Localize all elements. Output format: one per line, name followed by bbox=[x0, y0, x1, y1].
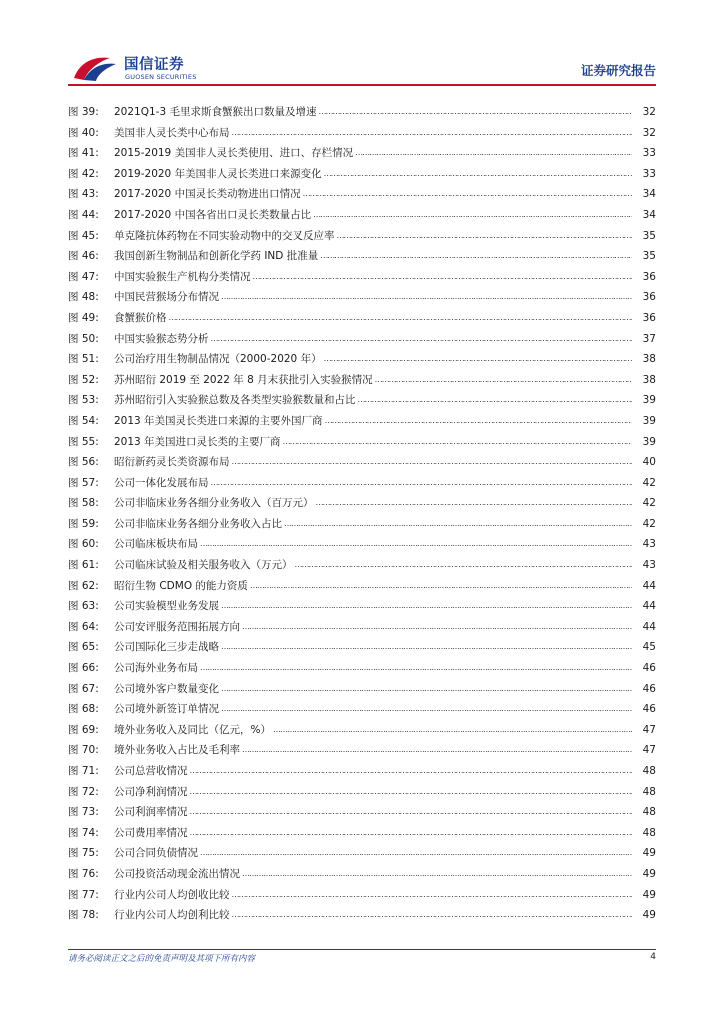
toc-figure-title[interactable]: 公司净利润情况 ………………………………………………………………………………………………………………………………………………………………………………………………………………………………………………………………… bbox=[114, 783, 632, 801]
guosen-logo-icon bbox=[72, 52, 118, 82]
toc-row[interactable] bbox=[68, 350, 656, 371]
toc-figure-title[interactable]: 食蟹猴价格 ………………………………………………………………………………………………………………………………………………………………………………………………………………………………………………………………… bbox=[114, 309, 632, 327]
toc-figure-title[interactable]: 中国民营猴场分布情况 ………………………………………………………………………………………………………………………………………………………………………………………………………………………………………………………………… bbox=[114, 288, 632, 306]
toc-page-number: 47 bbox=[642, 723, 656, 736]
toc-row[interactable] bbox=[68, 824, 656, 845]
toc-page-number: 36 bbox=[642, 291, 656, 304]
toc-figure-number: 图 77: bbox=[68, 888, 99, 901]
toc-figure-number: 图 72: bbox=[68, 785, 99, 798]
page-header bbox=[0, 0, 724, 90]
toc-figure-title[interactable]: 2017-2020 中国灵长类动物进出口情况 ………………………………………………………………………………………………………………………………………………………………………………………………………………………………………………………………… bbox=[114, 185, 632, 203]
toc-figure-number: 图 52: bbox=[68, 373, 99, 386]
toc-page-number: 42 bbox=[642, 476, 656, 489]
toc-row[interactable] bbox=[68, 185, 656, 206]
toc-figure-number: 图 69: bbox=[68, 723, 99, 736]
toc-page-number: 44 bbox=[642, 600, 656, 613]
toc-figure-title[interactable]: 昭衍生物 CDMO 的能力资质 ………………………………………………………………………………………………………………………………………………………………………………………………………………………………………………………………… bbox=[114, 577, 632, 595]
toc-page-number: 33 bbox=[642, 167, 656, 180]
page-number: 4 bbox=[650, 952, 656, 962]
toc-page-number: 37 bbox=[642, 332, 656, 345]
toc-row[interactable] bbox=[68, 165, 656, 186]
toc-page-number: 45 bbox=[642, 641, 656, 654]
toc-row[interactable] bbox=[68, 268, 656, 289]
logo-english-name: GUOSEN SECURITIES bbox=[125, 73, 197, 81]
toc-row[interactable] bbox=[68, 886, 656, 907]
toc-page-number: 39 bbox=[642, 394, 656, 407]
toc-figure-title[interactable]: 2017-2020 中国各省出口灵长类数量占比 ………………………………………………………………………………………………………………………………………………………………………………………………………………………………………………………………… bbox=[114, 206, 632, 224]
toc-figure-title[interactable]: 美国非人灵长类中心布局 ………………………………………………………………………………………………………………………………………………………………………………………………………………………………………………………………… bbox=[114, 124, 632, 142]
toc-figure-title[interactable]: 公司临床板块布局 ………………………………………………………………………………………………………………………………………………………………………………………………………………………………………………………………… bbox=[114, 535, 632, 553]
toc-page-number: 35 bbox=[642, 229, 656, 242]
toc-figure-number: 图 59: bbox=[68, 517, 99, 530]
toc-page-number: 49 bbox=[642, 909, 656, 922]
toc-figure-number: 图 60: bbox=[68, 538, 99, 551]
toc-row[interactable] bbox=[68, 535, 656, 556]
toc-figure-title[interactable]: 公司治疗用生物制品情况（2000-2020 年） ………………………………………………………………………………………………………………………………………………………………………………………………………………………………………………………………… bbox=[114, 350, 632, 368]
toc-page-number: 33 bbox=[642, 147, 656, 160]
toc-page-number: 36 bbox=[642, 270, 656, 283]
toc-row[interactable] bbox=[68, 803, 656, 824]
toc-figure-number: 图 64: bbox=[68, 620, 99, 633]
toc-page-number: 44 bbox=[642, 620, 656, 633]
toc-figure-number: 图 65: bbox=[68, 641, 99, 654]
toc-row[interactable] bbox=[68, 433, 656, 454]
toc-row[interactable] bbox=[68, 865, 656, 886]
toc-row[interactable] bbox=[68, 247, 656, 268]
toc-page-number: 48 bbox=[642, 785, 656, 798]
toc-figure-title[interactable]: 我国创新生物制品和创新化学药 IND 批准量 ………………………………………………………………………………………………………………………………………………………………………………………………………………………………………………………………… bbox=[114, 247, 632, 265]
toc-row[interactable] bbox=[68, 515, 656, 536]
toc-page-number: 32 bbox=[642, 126, 656, 139]
toc-figure-number: 图 58: bbox=[68, 497, 99, 510]
toc-page-number: 48 bbox=[642, 765, 656, 777]
toc-page-number: 39 bbox=[642, 435, 656, 448]
toc-row[interactable] bbox=[68, 556, 656, 577]
toc-row[interactable] bbox=[68, 844, 656, 865]
toc-figure-title[interactable]: 单克隆抗体药物在不同实验动物中的交叉反应率 ………………………………………………………………………………………………………………………………………………………………………………………………………………………………………………………………… bbox=[114, 227, 632, 245]
toc-row[interactable] bbox=[68, 680, 656, 701]
toc-row[interactable] bbox=[68, 309, 656, 330]
toc-figure-title[interactable]: 公司合同负债情况 ………………………………………………………………………………………………………………………………………………………………………………………………………………………………………………………………… bbox=[114, 844, 632, 862]
toc-figure-title[interactable]: 苏州昭衍引入实验猴总数及各类型实验猴数量和占比 ………………………………………………………………………………………………………………………………………………………………………………………………………………………………………………………………… bbox=[114, 391, 632, 409]
toc-figure-number: 图 63: bbox=[68, 600, 99, 613]
toc-figure-number: 图 39: bbox=[68, 106, 99, 118]
toc-page-number: 48 bbox=[642, 806, 656, 819]
toc-figure-number: 图 51: bbox=[68, 353, 99, 366]
toc-figure-title[interactable]: 中国实验猴生产机构分类情况 ………………………………………………………………………………………………………………………………………………………………………………………………………………………………………………………………… bbox=[114, 268, 632, 286]
toc-row[interactable] bbox=[68, 906, 656, 927]
toc-row[interactable] bbox=[68, 659, 656, 680]
toc-page-number: 39 bbox=[642, 414, 656, 427]
toc-row[interactable] bbox=[68, 618, 656, 639]
toc-row[interactable] bbox=[68, 391, 656, 412]
toc-row[interactable] bbox=[68, 638, 656, 659]
toc-figure-number: 图 61: bbox=[68, 559, 99, 572]
guosen-logo bbox=[72, 50, 212, 86]
toc-page-number: 42 bbox=[642, 517, 656, 530]
toc-figure-number: 图 71: bbox=[68, 765, 99, 777]
toc-figure-number: 图 53: bbox=[68, 394, 99, 407]
toc-figure-number: 图 42: bbox=[68, 167, 99, 180]
toc-figure-number: 图 78: bbox=[68, 909, 99, 922]
toc-row[interactable] bbox=[68, 103, 656, 124]
toc-figure-title[interactable]: 苏州昭衍 2019 至 2022 年 8 月末获批引入实验猴情况 ………………………………………………………………………………………………………………………………………………………………………………………………………………………………………………………………… bbox=[114, 371, 632, 389]
toc-figure-number: 图 70: bbox=[68, 744, 99, 757]
toc-figure-title[interactable]: 2015-2019 美国非人灵长类使用、进口、存栏情况 ………………………………………………………………………………………………………………………………………………………………………………………………………………………………………………………………… bbox=[114, 144, 632, 162]
toc-page-number: 48 bbox=[642, 826, 656, 839]
toc-row[interactable] bbox=[68, 124, 656, 145]
toc-figure-title[interactable]: 公司一体化发展布局 ………………………………………………………………………………………………………………………………………………………………………………………………………………………………………………………………… bbox=[114, 474, 632, 492]
toc-figure-number: 图 62: bbox=[68, 579, 99, 592]
toc-figure-title[interactable]: 公司实验模型业务发展 ………………………………………………………………………………………………………………………………………………………………………………………………………………………………………………………………… bbox=[114, 597, 632, 615]
toc-figure-number: 图 76: bbox=[68, 867, 99, 880]
toc-figure-number: 图 66: bbox=[68, 662, 99, 675]
toc-row[interactable] bbox=[68, 577, 656, 598]
toc-page-number: 49 bbox=[642, 888, 656, 901]
toc-page-number: 36 bbox=[642, 311, 656, 324]
toc-row[interactable] bbox=[68, 288, 656, 309]
toc-figure-title[interactable]: 行业内公司人均创利比较 ………………………………………………………………………………………………………………………………………………………………………………………………………………………………………………………………… bbox=[114, 906, 632, 924]
toc-figure-title[interactable]: 公司费用率情况 ………………………………………………………………………………………………………………………………………………………………………………………………………………………………………………………………… bbox=[114, 824, 632, 842]
toc-page-number: 35 bbox=[642, 250, 656, 263]
toc-row[interactable] bbox=[68, 412, 656, 433]
toc-figure-number: 图 48: bbox=[68, 291, 99, 304]
toc-page-number: 34 bbox=[642, 208, 656, 221]
toc-figure-title[interactable]: 2013 年美国进口灵长类的主要厂商 ………………………………………………………………………………………………………………………………………………………………………………………………………………………………………………………………… bbox=[114, 433, 632, 451]
toc-figure-title[interactable]: 2013 年美国灵长类进口来源的主要外国厂商 ………………………………………………………………………………………………………………………………………………………………………………………………………………………………………………………………… bbox=[114, 412, 632, 430]
toc-page-number: 49 bbox=[642, 867, 656, 880]
toc-figure-number: 图 43: bbox=[68, 188, 99, 201]
toc-row[interactable] bbox=[68, 474, 656, 495]
toc-page-number: 44 bbox=[642, 579, 656, 592]
toc-figure-title[interactable]: 2021Q1-3 毛里求斯食蟹猴出口数量及增速 ………………………………………………………………………………………………………………………………………………………………………………………………………………………………………………………………… bbox=[114, 103, 632, 121]
toc-figure-title[interactable]: 中国实验猴态势分析 ………………………………………………………………………………………………………………………………………………………………………………………………………………………………………………………………… bbox=[114, 330, 632, 348]
toc-figure-number: 图 40: bbox=[68, 126, 99, 139]
toc-row[interactable] bbox=[68, 597, 656, 618]
toc-figure-title[interactable]: 行业内公司人均创收比较 ………………………………………………………………………………………………………………………………………………………………………………………………………………………………………………………………… bbox=[114, 886, 632, 904]
toc-figure-number: 图 74: bbox=[68, 826, 99, 839]
toc-row[interactable] bbox=[68, 783, 656, 804]
toc-page-number: 46 bbox=[642, 703, 656, 716]
toc-figure-number: 图 55: bbox=[68, 435, 99, 448]
toc-row[interactable] bbox=[68, 453, 656, 474]
toc-row[interactable] bbox=[68, 494, 656, 515]
toc-figure-title[interactable]: 公司非临床业务各细分业务收入（百万元） ………………………………………………………………………………………………………………………………………………………………………………………………………………………………………………………………… bbox=[114, 494, 632, 512]
toc-figure-number: 图 44: bbox=[68, 208, 99, 221]
toc-figure-title[interactable]: 公司非临床业务各细分业务收入占比 ………………………………………………………………………………………………………………………………………………………………………………………………………………………………………………………………… bbox=[114, 515, 632, 533]
toc-row[interactable] bbox=[68, 741, 656, 762]
toc-figure-title[interactable]: 境外业务收入占比及毛利率 ………………………………………………………………………………………………………………………………………………………………………………………………………………………………………………………………… bbox=[114, 741, 632, 759]
toc-figure-number: 图 54: bbox=[68, 414, 99, 427]
toc-figure-title[interactable]: 公司投资活动现金流出情况 ………………………………………………………………………………………………………………………………………………………………………………………………………………………………………………………………… bbox=[114, 865, 632, 883]
toc-figure-number: 图 67: bbox=[68, 682, 99, 695]
toc-page-number: 43 bbox=[642, 538, 656, 551]
toc-row[interactable] bbox=[68, 227, 656, 248]
toc-figure-number: 图 49: bbox=[68, 311, 99, 324]
toc-page-number: 32 bbox=[642, 106, 656, 118]
toc-row[interactable] bbox=[68, 206, 656, 227]
header-divider bbox=[68, 84, 656, 86]
logo-chinese-name: 国信证券 bbox=[124, 57, 184, 73]
toc-figure-number: 图 41: bbox=[68, 147, 99, 160]
toc-figure-number: 图 57: bbox=[68, 476, 99, 489]
toc-figure-title[interactable]: 公司海外业务布局 ………………………………………………………………………………………………………………………………………………………………………………………………………………………………………………………………… bbox=[114, 659, 632, 677]
toc-figure-title[interactable]: 2019-2020 年美国非人灵长类进口来源变化 ………………………………………………………………………………………………………………………………………………………………………………………………………………………………………………………………… bbox=[114, 165, 632, 183]
toc-figure-title[interactable]: 公司总营收情况 ………………………………………………………………………………………………………………………………………………………………………………………………………………………………………………………………… bbox=[114, 762, 632, 780]
toc-row[interactable] bbox=[68, 700, 656, 721]
toc-page-number: 46 bbox=[642, 662, 656, 675]
toc-row[interactable] bbox=[68, 762, 656, 783]
toc-figure-title[interactable]: 公司境外客户数量变化 ………………………………………………………………………………………………………………………………………………………………………………………………………………………………………………………………… bbox=[114, 680, 632, 698]
toc-figure-title[interactable]: 昭衍新药灵长类资源布局 ………………………………………………………………………………………………………………………………………………………………………………………………………………………………………………………………… bbox=[114, 453, 632, 471]
toc-figure-number: 图 73: bbox=[68, 806, 99, 819]
toc-figure-number: 图 68: bbox=[68, 703, 99, 716]
toc-row[interactable] bbox=[68, 371, 656, 392]
toc-page-number: 46 bbox=[642, 682, 656, 695]
toc-figure-number: 图 50: bbox=[68, 332, 99, 345]
toc-figure-title[interactable]: 公司临床试验及相关服务收入（万元） ………………………………………………………………………………………………………………………………………………………………………………………………………………………………………………………………… bbox=[114, 556, 632, 574]
toc-figure-title[interactable]: 公司利润率情况 ………………………………………………………………………………………………………………………………………………………………………………………………………………………………………………………………… bbox=[114, 803, 632, 821]
toc-page-number: 42 bbox=[642, 497, 656, 510]
figure-table-of-contents bbox=[68, 103, 656, 927]
footer-divider bbox=[68, 949, 656, 950]
toc-figure-title[interactable]: 公司国际化三步走战略 ………………………………………………………………………………………………………………………………………………………………………………………………………………………………………………………………… bbox=[114, 638, 632, 656]
toc-figure-title[interactable]: 公司境外新签订单情况 ………………………………………………………………………………………………………………………………………………………………………………………………………………………………………………………………… bbox=[114, 700, 632, 718]
toc-figure-title[interactable]: 境外业务收入及同比（亿元，%） ………………………………………………………………………………………………………………………………………………………………………………………………………………………………………………………………… bbox=[114, 721, 632, 739]
toc-page-number: 38 bbox=[642, 373, 656, 386]
toc-figure-number: 图 45: bbox=[68, 229, 99, 242]
toc-row[interactable] bbox=[68, 330, 656, 351]
toc-page-number: 43 bbox=[642, 559, 656, 572]
disclaimer-note: 请务必阅读正文之后的免责声明及其项下所有内容 bbox=[68, 954, 256, 964]
toc-figure-number: 图 46: bbox=[68, 250, 99, 263]
toc-page-number: 40 bbox=[642, 456, 656, 469]
toc-row[interactable] bbox=[68, 721, 656, 742]
toc-page-number: 38 bbox=[642, 353, 656, 366]
toc-page-number: 49 bbox=[642, 847, 656, 860]
report-type-label: 证券研究报告 bbox=[580, 63, 656, 78]
toc-row[interactable] bbox=[68, 144, 656, 165]
toc-figure-title[interactable]: 公司安评服务范围拓展方向 ………………………………………………………………………………………………………………………………………………………………………………………………………………………………………………………………… bbox=[114, 618, 632, 636]
toc-page-number: 47 bbox=[642, 744, 656, 757]
toc-figure-number: 图 75: bbox=[68, 847, 99, 860]
toc-page-number: 34 bbox=[642, 188, 656, 201]
toc-figure-number: 图 56: bbox=[68, 456, 99, 469]
toc-figure-number: 图 47: bbox=[68, 270, 99, 283]
